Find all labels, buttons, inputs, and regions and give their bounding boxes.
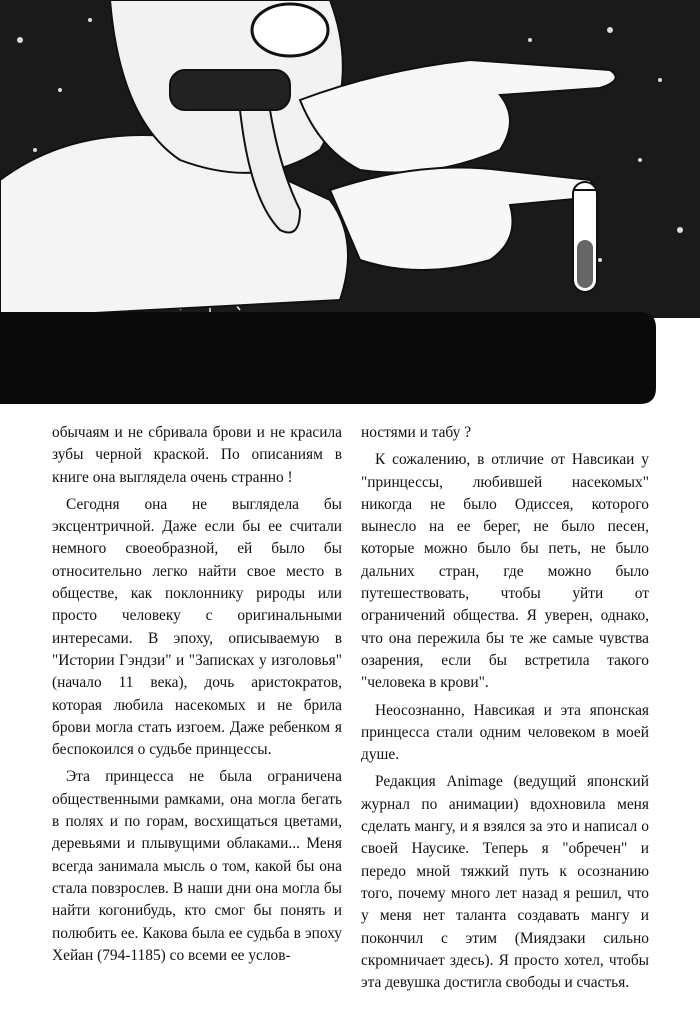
paragraph: ностями и табу ? — [361, 424, 472, 441]
paragraph: Эта принцесса не была ограничена общественными рамками, она могла бегать в полях и по горам, восхищаться цветами, деревьями и плывущими облаками... Меня всегда занимала мысль о том, какой бы она стала повзрослев. В наши дни она могла бы найти когонибудь, кто смог бы понять и полюбить ее. Какова была ее судьба в эпоху Хейан (794-1185) со всеми ее услов- — [52, 768, 342, 964]
left-column — [52, 422, 342, 972]
paragraph: обычаям и не сбривала брови и не красила зубы черной краской. По описаниям в книге она выглядела очень странно ! — [52, 424, 342, 486]
paragraph: Редакция Animage (ведущий японский журнал по анимации) вдохновила меня сделать мангу, и я взялся за это и написал о своей Наусике. Теперь я "обречен" и передо мной тяжкий путь к осознанию того, почему много лет назад я решил, что у меня нет таланта создавать мангу и покончил с этим (Миядзаки сильно скромничает здесь). Я просто хотел, чтобы эта девушка достигла свободы и счастья. — [361, 773, 649, 992]
right-column — [361, 422, 649, 999]
paragraph: Неосознанно, Навсикая и эта японская принцесса стали одним человеком в моей душе. — [361, 701, 649, 764]
black-banner — [0, 308, 700, 404]
manga-illustration — [0, 0, 700, 318]
paragraph: Сегодня она не выглядела бы эксцентричной. Даже если бы ее считали немного своеобразной, ей было бы относительно легко найти свое место в обществе, как поклоннику рироды или просто человеку с оригинальными интересами. В эпоху, описываемую в "Истории Гэндзи" и "Записках у изголовья" (начало 11 века), дочь аристократов, которая любила насекомых и не брила брови могла стать изгоем. Даже ребенком я беспокоился о судьбе принцессы. — [52, 495, 342, 759]
paragraph: К сожалению, в отличие от Навсикаи у "принцессы, любившей насекомых" никогда не было Одиссея, которого вынесло на ее берег, не было песен, которые можно было бы петь, не было дальних стран, где можно было путешествовать, чтобы уйти от ограничений общества. Я уверен, однако, что она пережила бы те же самые чувства озарения, если бы встретила такого "человека в крови". — [361, 451, 649, 692]
